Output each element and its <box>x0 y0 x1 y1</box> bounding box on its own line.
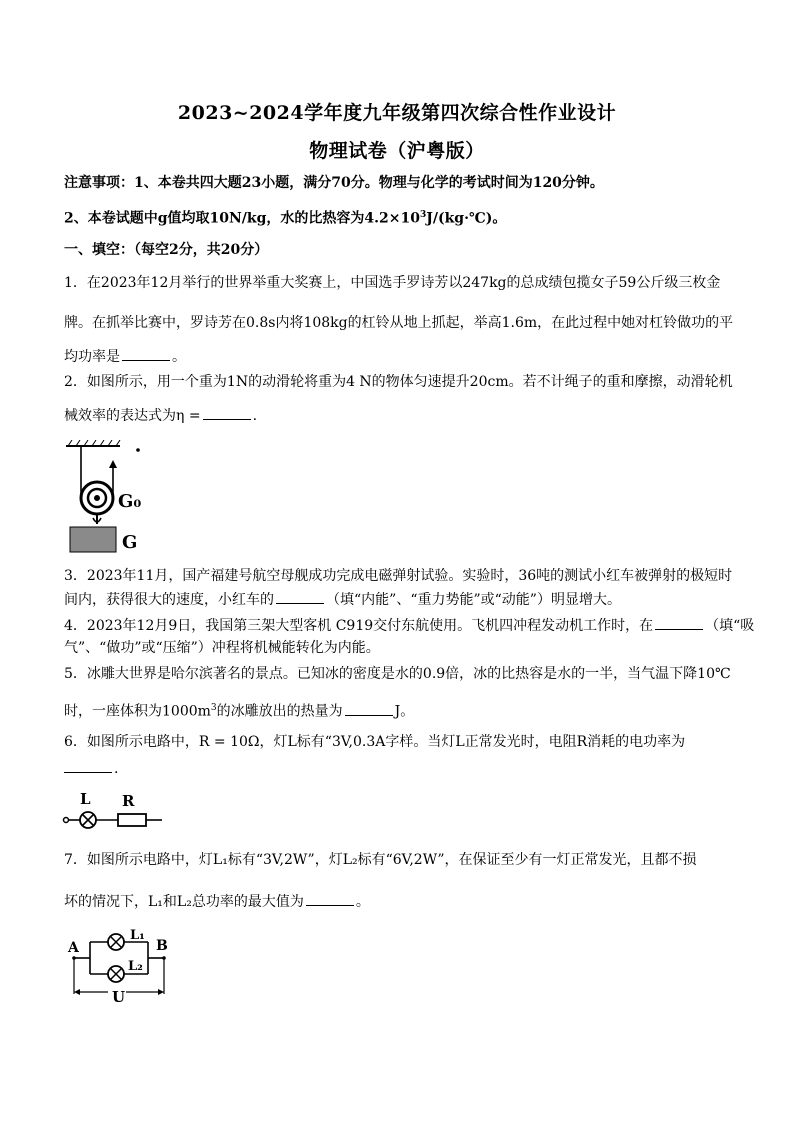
page-title: 2023~2024学年度九年级第四次综合性作业设计 <box>177 102 617 124</box>
answer-blank-5[interactable] <box>345 701 393 716</box>
circuit-7-figure <box>64 922 174 1006</box>
node-a-label: A <box>68 940 79 956</box>
object-weight-label: G <box>122 532 138 553</box>
node-b-label: B <box>156 938 168 954</box>
question-5-end: J。 <box>394 703 415 720</box>
question-3-line-2 <box>64 589 734 610</box>
notes-line-1: 注意事项：1、本卷共四大题23小题，满分70分。物理与化学的考试时间为120分钟。 <box>64 175 604 191</box>
question-3-text: 间内，获得很大的速度，小红车的 <box>64 592 274 608</box>
question-3-options: （填“内能”、“重力势能”或“动能”）明显增大。 <box>326 592 621 608</box>
notes-line-2-unit: J/(kg·℃)。 <box>426 210 507 227</box>
question-4-options-start: （填“吸 <box>705 618 755 634</box>
notes-line-2 <box>64 205 734 229</box>
question-4-line-2: 气”、“做功”或“压缩”）冲程将机械能转化为内能。 <box>64 640 380 656</box>
question-1-text: 均功率是 <box>64 349 120 365</box>
answer-blank-1[interactable] <box>122 346 170 361</box>
lamp-1-label: L₁ <box>130 928 145 943</box>
question-7-line-1: 7．如图所示电路中，灯L₁标有“3V,2W”，灯L₂标有“6V,2W”，在保证至少有一灯正常发光，且都不损 <box>64 852 697 868</box>
question-6-line-1: 6．如图所示电路中，R = 10Ω，灯L标有“3V,0.3A字样。当灯L正常发光时，电阻R消耗的电功率为 <box>64 734 686 750</box>
question-7-line-2 <box>64 891 734 912</box>
answer-blank-6[interactable] <box>64 758 112 773</box>
question-2-line-2 <box>64 405 734 426</box>
answer-blank-2[interactable] <box>203 405 251 420</box>
answer-blank-4[interactable] <box>655 615 703 630</box>
question-5-text-b: 的冰雕放出的热量为 <box>216 703 343 720</box>
lamp-2-label: L₂ <box>128 959 143 974</box>
question-1-line-3 <box>64 346 734 367</box>
question-1-end: 。 <box>172 349 186 365</box>
answer-blank-7[interactable] <box>306 891 354 906</box>
question-3-line-1: 3．2023年11月，国产福建号航空母舰成功完成电磁弹射试验。实验时，36吨的测试小红车被弹射的极短时 <box>64 568 733 584</box>
lamp-label: L <box>80 790 91 808</box>
question-1-line-1: 1．在2023年12月举行的世界举重大奖赛上，中国选手罗诗芳以247kg的总成绩包揽女子59公斤级三枚金 <box>64 275 721 291</box>
circuit-6-figure <box>62 786 166 832</box>
pulley-figure <box>62 440 162 558</box>
question-1-line-2: 牌。在抓举比赛中，罗诗芳在0.8s内将108kg的杠铃从地上抓起，举高1.6m，在此过程中她对杠铃做功的平 <box>64 315 734 331</box>
question-2-line-1: 2．如图所示，用一个重为1N的动滑轮将重为4 N的物体匀速提升20cm。若不计绳子的重和摩擦，动滑轮机 <box>64 374 733 390</box>
notes-exponent: 3 <box>419 210 427 220</box>
page-subtitle: 物理试卷（沪粤版） <box>309 140 485 162</box>
resistor-label: R <box>122 792 135 810</box>
section-heading: 一、填空：（每空2分，共20分） <box>64 242 269 258</box>
question-5-text: 时，一座体积为1000m <box>64 703 211 720</box>
question-4-line-1 <box>64 615 755 636</box>
question-7-end: 。 <box>355 894 370 910</box>
question-6-end: . <box>114 761 119 777</box>
question-5-line-2 <box>64 698 734 722</box>
question-4-text: 4．2023年12月9日，我国第三架大型客机 C919交付东航使用。飞机四冲程发动机工作时，在 <box>64 618 654 634</box>
question-6-line-2 <box>64 758 734 779</box>
notes-line-2-text: 2、本卷试题中g值均取10N/kg，水的比热容为4.2×10 <box>64 210 420 227</box>
question-7-text: 坏的情况下，L₁和L₂总功率的最大值为 <box>64 894 304 910</box>
question-2-text: 械效率的表达式为η = <box>64 408 201 424</box>
pulley-weight-label: G₀ <box>118 491 142 512</box>
answer-blank-3[interactable] <box>276 589 324 604</box>
question-2-end: . <box>252 408 258 424</box>
volume-exponent: 3 <box>210 703 217 713</box>
question-5-line-1: 5．冰雕大世界是哈尔滨著名的景点。已知冰的密度是水的0.9倍，冰的比热容是水的一半，当气温下降10℃ <box>64 666 731 682</box>
voltage-label: U <box>112 988 126 1006</box>
